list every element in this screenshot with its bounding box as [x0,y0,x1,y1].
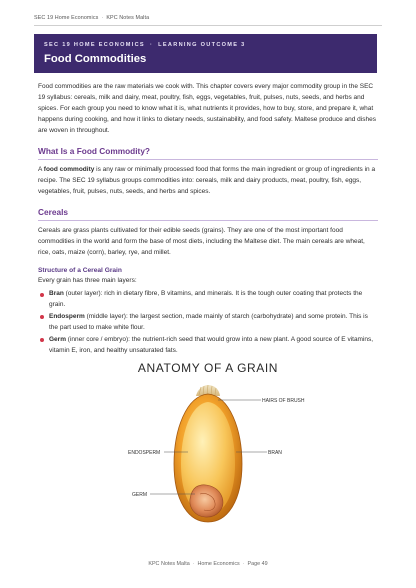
chapter-banner [34,34,377,73]
banner-separator: · [149,42,154,48]
layer-term: Bran [49,290,64,298]
page-number: Page 49 [247,561,268,567]
layer-term: Germ [49,335,66,343]
definition-lead: A [38,166,44,174]
layer-description: (outer layer): rich in dietary fibre, B vitamins, and minerals. It is the tough outer coating that protects the grain. [49,290,363,308]
bullet-icon [40,338,44,342]
section-heading-cereals: Cereals [38,206,68,217]
grain-anatomy-figure [38,352,378,530]
footer-subject: Home Economics [197,561,240,567]
list-item [38,312,378,334]
footer-separator: · [242,561,245,567]
definition-text: is any raw or minimally processed food that forms the main ingredient or group of ingredients in a recipe. The SEC 19 syllabus groups commodities into: cereals, milk and dairy products, meat, poultry, fish, eggs, vegetables, fruit, pulses, nuts, seeds, and herbs and spices. [38,166,376,195]
bullet-icon [40,315,44,319]
layers-lead: Every grain has three main layers: [38,277,137,285]
bullet-icon [40,293,44,297]
label-bran: BRAN [268,450,282,456]
running-head-course: SEC 19 Home Economics [34,15,99,21]
cereals-paragraph: Cereals are grass plants cultivated for their edible seeds (grains). They are one of the most important food commodities in the world and form the base of most diets, including the Maltese diet. The main cereals are wheat, rice, oats, maize (corn), barley, rye, and millet. [38,227,365,257]
section-divider [38,159,378,160]
banner-subject: SEC 19 HOME ECONOMICS [44,42,145,48]
label-germ: GERM [132,492,147,498]
section-divider [38,220,378,221]
running-head-publisher: KPC Notes Malta [106,15,150,21]
page-content [38,82,378,357]
running-head-separator: · [101,15,104,21]
banner-kicker [44,42,246,48]
page-footer [0,561,416,567]
footer-separator: · [192,561,195,567]
header-divider [34,25,382,26]
grain-layer-list [38,289,378,356]
intro-paragraph: Food commodities are the raw materials we cook with. This chapter covers every major commodity group in the SEC 19 syllabus: cereals, milk and dairy, meat, poultry, fish, eggs, vegetables, fruit, pulses, nuts, seeds, and herbs and spices. For each group you need to know what it is, what nutrients it provides, how to buy, store, and prepare it, what happens during cooking, and how it links to dietary needs, sustainability, and food safety. Maltese produce and dishes are woven in throughout. [38,83,376,134]
layer-description: (middle layer): the largest section, made mainly of starch (carbohydrate) and some protein. This is the part used to make white flour. [49,312,368,331]
running-head [34,15,149,21]
footer-publisher: KPC Notes Malta [148,561,190,567]
food-commodity-paragraph [38,165,378,198]
layer-term: Endosperm [49,312,85,320]
banner-outcome: LEARNING OUTCOME 3 [158,42,246,48]
definition-term: food commodity [43,166,95,174]
label-endosperm: ENDOSPERM [128,450,161,456]
figure-title: ANATOMY OF A GRAIN [137,361,279,375]
section-heading-food-commodity: What Is a Food Commodity? [38,145,151,156]
list-item [38,289,378,311]
chapter-title: Food Commodities [44,53,147,65]
grain-anatomy-illustration [38,352,378,530]
layer-description: (inner core / embryo): the nutrient-rich seed that would grow into a new plant. A good source of E vitamins, vitamin E, iron, and healthy unsaturated fats. [49,335,374,354]
label-hairs-of-brush: HAIRS OF BRUSH [262,398,305,404]
subheading-grain-structure: Structure of a Cereal Grain [38,267,122,275]
